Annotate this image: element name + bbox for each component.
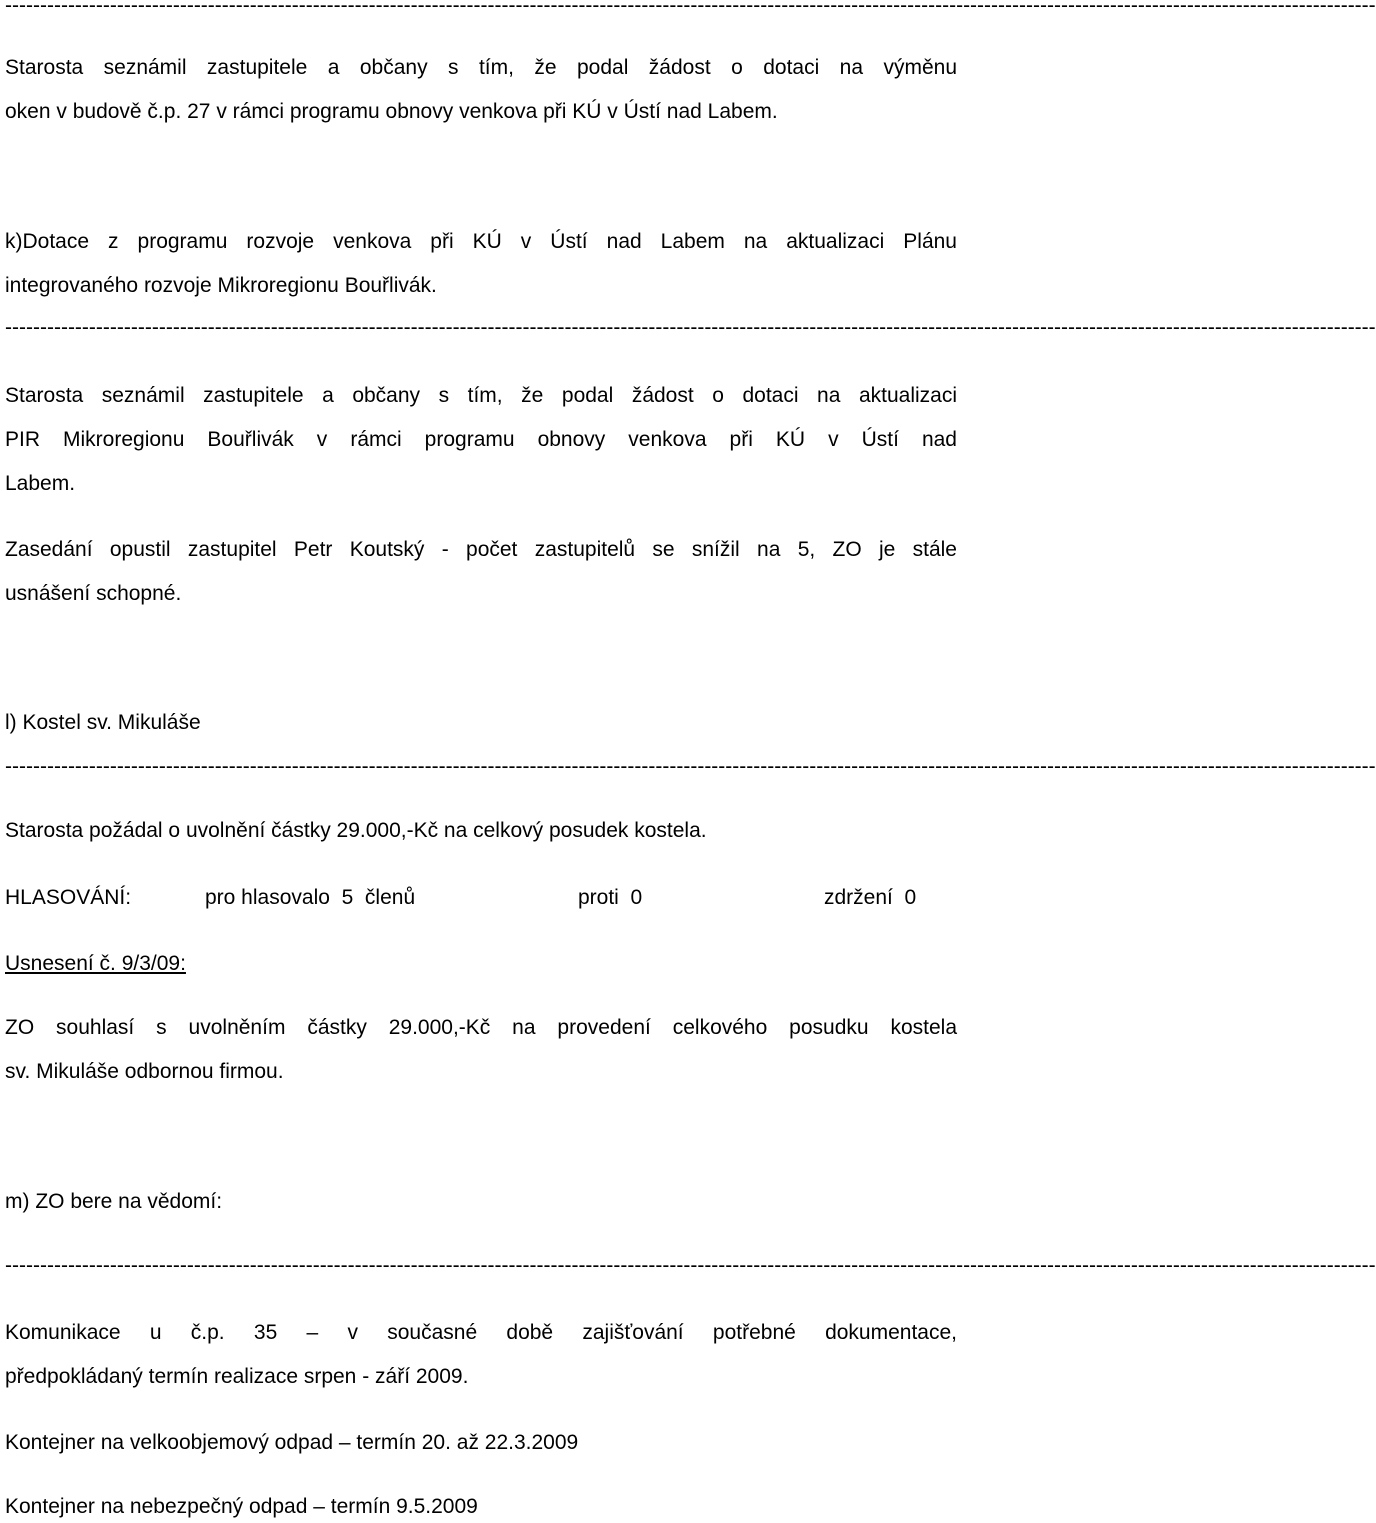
paragraph-line: sv. Mikuláše odbornou firmou.: [5, 1060, 284, 1083]
paragraph-line: ZO souhlasí s uvolněním částky 29.000,-Kč na provedení celkového posudku kostela: [5, 1016, 957, 1039]
paragraph-line: Starosta seznámil zastupitele a občany s tím, že podal žádost o dotaci na výměnu: [5, 56, 957, 79]
vote-row: [5, 884, 957, 912]
section-heading: k)Dotace z programu rozvoje venkova při KÚ v Ústí nad Labem na aktualizaci Plánu: [5, 230, 957, 253]
paragraph-line: Starosta požádal o uvolnění částky 29.000,-Kč na celkový posudek kostela.: [5, 819, 707, 842]
section-heading: l) Kostel sv. Mikuláše: [5, 711, 201, 734]
paragraph-line: oken v budově č.p. 27 v rámci programu obnovy venkova při KÚ v Ústí nad Labem.: [5, 100, 778, 123]
resolution-title-line: [5, 950, 957, 978]
paragraph-line: Labem.: [5, 472, 76, 495]
separator-line: ----------------------------------------------------------------------------------------------------------------------------------------------------------------------------------------------------: [5, 0, 1376, 17]
vote-against: proti 0: [578, 886, 643, 909]
paragraph-line: PIR Mikroregionu Bouřlivák v rámci programu obnovy venkova při KÚ v Ústí nad: [5, 428, 957, 451]
section-heading: integrovaného rozvoje Mikroregionu Bouřlivák.: [5, 274, 437, 297]
paragraph-line: Kontejner na velkoobjemový odpad – termín 20. až 22.3.2009: [5, 1431, 579, 1454]
section-heading: m) ZO bere na vědomí:: [5, 1190, 223, 1213]
paragraph-line: Zasedání opustil zastupitel Petr Koutský - počet zastupitelů se snížil na 5, ZO je stále: [5, 538, 957, 561]
vote-abstain: zdržení 0: [824, 886, 917, 909]
resolution-title: Usnesení č. 9/3/09:: [5, 952, 186, 975]
separator-line: ----------------------------------------------------------------------------------------------------------------------------------------------------------------------------------------------------: [5, 316, 1376, 339]
vote-label: HLASOVÁNÍ:: [5, 886, 132, 909]
paragraph-line: předpokládaný termín realizace srpen - září 2009.: [5, 1365, 469, 1388]
vote-for: pro hlasovalo 5 členů: [205, 886, 416, 909]
separator-line: ----------------------------------------------------------------------------------------------------------------------------------------------------------------------------------------------------: [5, 755, 1376, 778]
paragraph-line: Starosta seznámil zastupitele a občany s tím, že podal žádost o dotaci na aktualizaci: [5, 384, 957, 407]
paragraph-line: Kontejner na nebezpečný odpad – termín 9.5.2009: [5, 1495, 478, 1518]
paragraph-line: usnášení schopné.: [5, 582, 182, 605]
paragraph-line: Komunikace u č.p. 35 – v současné době zajišťování potřebné dokumentace,: [5, 1321, 957, 1344]
separator-line: ----------------------------------------------------------------------------------------------------------------------------------------------------------------------------------------------------: [5, 1254, 1376, 1277]
